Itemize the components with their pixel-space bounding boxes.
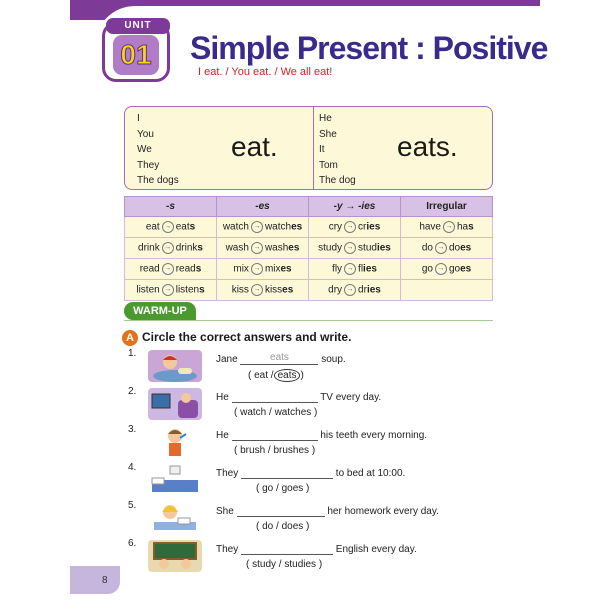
table-cell — [309, 259, 401, 280]
verb-ending: s — [199, 284, 205, 296]
subject-verb-box — [124, 106, 493, 190]
choice-option-circled[interactable]: eats — [274, 369, 301, 382]
table-row — [125, 280, 493, 301]
table-cell — [401, 238, 493, 259]
choice-option[interactable]: do — [262, 521, 274, 532]
arrow-icon: → — [443, 221, 455, 233]
subject-item: Tom — [319, 159, 338, 171]
exercise-sentence: They English every day. — [216, 544, 417, 555]
subject-item: We — [137, 144, 152, 155]
table-cell — [125, 217, 217, 238]
warmup-label: WARM-UP — [124, 302, 196, 320]
base-form: eat — [145, 221, 160, 233]
box-divider — [313, 107, 314, 189]
exercise-sentence: He TV every day. — [216, 392, 382, 403]
verb-ending: ies — [366, 221, 381, 233]
verb-ending: s — [189, 221, 196, 233]
table-cell — [401, 217, 493, 238]
choice-option[interactable]: goes — [281, 483, 304, 494]
choice-group: ( go / goes ) — [256, 483, 310, 494]
third-person-stem: stud — [358, 242, 377, 254]
verb-ending: ies — [363, 263, 377, 275]
third-person-stem: dr — [358, 284, 367, 296]
table-cell — [217, 280, 309, 301]
base-form: have — [419, 221, 441, 233]
subject-item: They — [137, 159, 160, 171]
column-header: -s — [125, 197, 217, 217]
table-cell — [309, 217, 401, 238]
doing-homework-illustration — [148, 502, 202, 534]
exercise-number: 3. — [128, 424, 137, 435]
arrow-icon: → — [344, 242, 356, 254]
exercise-sentence: They to bed at 10:00. — [216, 468, 406, 479]
third-person-stem: eat — [175, 221, 190, 233]
choice-option[interactable]: does — [281, 521, 304, 532]
arrow-icon: → — [251, 284, 263, 296]
verb-endings-table — [124, 196, 493, 301]
going-to-bed-illustration — [148, 464, 202, 496]
arrow-icon: → — [344, 263, 356, 275]
exercise-sentence: She her homework every day. — [216, 506, 439, 517]
third-person-stem: read — [175, 263, 196, 275]
base-form: drink — [138, 242, 160, 254]
choice-group: ( do / does ) — [256, 521, 310, 532]
choice-option[interactable]: eat — [254, 370, 269, 381]
arrow-icon: → — [162, 284, 174, 296]
column-header: -y → -ies — [309, 197, 401, 217]
choice-group: ( watch / watches ) — [234, 407, 318, 418]
third-person-stem: listen — [175, 284, 200, 296]
answer-blank[interactable] — [237, 504, 325, 517]
subject-item: He — [319, 113, 332, 124]
arrow-icon: → — [251, 242, 263, 254]
answer-blank[interactable] — [232, 428, 318, 441]
third-person-stem: watch — [264, 221, 292, 233]
third-person-stem: fl — [358, 263, 364, 275]
third-person-stem: cr — [358, 221, 367, 233]
table-cell — [125, 280, 217, 301]
subject-item: The dogs — [137, 175, 179, 186]
watching-tv-illustration — [148, 388, 202, 420]
singular-subjects-list — [319, 111, 356, 189]
verb-ending: es — [288, 242, 300, 254]
verb-ending: es — [282, 284, 294, 296]
subject-item: She — [319, 128, 337, 140]
unit-number: 01 — [120, 39, 152, 70]
verb-ending: ies — [366, 284, 381, 296]
base-form: study — [318, 242, 343, 254]
exercise-number: 5. — [128, 500, 137, 511]
table-cell — [217, 238, 309, 259]
subject-item: You — [137, 128, 154, 140]
choice-option[interactable]: watch — [240, 407, 267, 418]
unit-number-box — [113, 35, 159, 75]
exercise-number: 1. — [128, 348, 137, 359]
third-person-stem: go — [448, 263, 461, 275]
table-body — [125, 217, 493, 301]
base-form: mix — [233, 263, 249, 275]
unit-label: UNIT — [106, 18, 170, 34]
arrow-icon: → — [435, 242, 447, 254]
base-form: go — [421, 263, 433, 275]
arrow-icon: → — [344, 284, 356, 296]
brushing-teeth-illustration — [148, 426, 202, 458]
table-row — [125, 217, 493, 238]
base-form: do — [421, 242, 433, 254]
third-person-stem: kiss — [264, 284, 283, 296]
choice-option[interactable]: studies — [284, 559, 317, 570]
page-number: 8 — [102, 575, 108, 586]
choice-group: ( brush / brushes ) — [234, 445, 316, 456]
verb-ending: es — [460, 242, 472, 254]
studying-english-illustration — [148, 540, 202, 572]
exercise-sentence: He his teeth every morning. — [216, 430, 428, 441]
verb-ending: ies — [376, 242, 391, 254]
third-person-verb: eats. — [397, 131, 458, 162]
choice-group: ( eat / eats ) — [248, 370, 304, 381]
page-number-tab — [70, 566, 120, 594]
subject-item: It — [319, 144, 325, 155]
arrow-icon: → — [435, 263, 447, 275]
table-cell — [309, 238, 401, 259]
third-person-stem: drink — [175, 242, 198, 254]
base-form: fly — [332, 263, 343, 275]
answer-blank[interactable] — [232, 390, 318, 403]
page-title: Simple Present : Positive — [190, 30, 548, 66]
arrow-icon: → — [344, 221, 356, 233]
exercise-number: 2. — [128, 386, 137, 397]
verb-ending: s — [195, 263, 202, 275]
table-cell — [309, 280, 401, 301]
choice-option[interactable]: watches — [274, 407, 312, 418]
table-row — [125, 238, 493, 259]
base-form: cry — [328, 221, 343, 233]
choice-option[interactable]: brushes — [273, 445, 310, 456]
answer-blank[interactable] — [241, 466, 333, 479]
arrow-icon: → — [251, 263, 263, 275]
answer-blank[interactable]: eats — [240, 352, 318, 365]
base-form: wash — [225, 242, 249, 254]
verb-ending: s — [197, 242, 203, 254]
verb-ending: es — [460, 263, 472, 275]
section-letter: A — [122, 330, 138, 346]
arrow-icon: → — [251, 221, 263, 233]
base-verb: eat. — [231, 131, 278, 162]
base-form: kiss — [231, 284, 249, 296]
base-form: watch — [222, 221, 249, 233]
exercise-number: 6. — [128, 538, 137, 549]
table-cell — [125, 238, 217, 259]
exercise-instruction: Circle the correct answers and write. — [142, 330, 352, 344]
eating-soup-illustration — [148, 350, 202, 382]
base-form: read — [139, 263, 160, 275]
column-header: -es — [217, 197, 309, 217]
page-subtitle: I eat. / You eat. / We all eat! — [198, 66, 333, 78]
exercise-sentence: Jane eats soup. — [216, 352, 346, 365]
subject-item: The dog — [319, 175, 356, 186]
verb-ending: es — [291, 221, 303, 233]
third-person-stem: do — [448, 242, 461, 254]
choice-group: ( study / studies ) — [246, 559, 323, 570]
base-form: listen — [136, 284, 160, 296]
arrow-icon: → — [162, 221, 174, 233]
exercise-number: 4. — [128, 462, 137, 473]
third-person-stem: ha — [457, 221, 469, 233]
warmup-rule — [124, 320, 493, 321]
arrow-icon: → — [162, 263, 174, 275]
verb-ending: es — [280, 263, 292, 275]
choice-option[interactable]: study — [252, 559, 277, 570]
table-header-row — [125, 197, 493, 217]
table-cell — [217, 217, 309, 238]
third-person-stem: mix — [264, 263, 281, 275]
table-cell — [217, 259, 309, 280]
base-form: dry — [328, 284, 343, 296]
table-row — [125, 259, 493, 280]
plural-subjects-list — [137, 111, 179, 189]
subject-item: I — [137, 113, 140, 124]
table-cell — [401, 280, 493, 301]
answer-blank[interactable] — [241, 542, 333, 555]
column-header: Irregular — [401, 197, 493, 217]
table-cell — [401, 259, 493, 280]
arrow-icon: → — [162, 242, 174, 254]
choice-option[interactable]: brush — [240, 445, 266, 456]
table-cell — [125, 259, 217, 280]
third-person-stem: wash — [264, 242, 289, 254]
choice-option[interactable]: go — [262, 483, 274, 494]
verb-ending: s — [468, 221, 474, 233]
